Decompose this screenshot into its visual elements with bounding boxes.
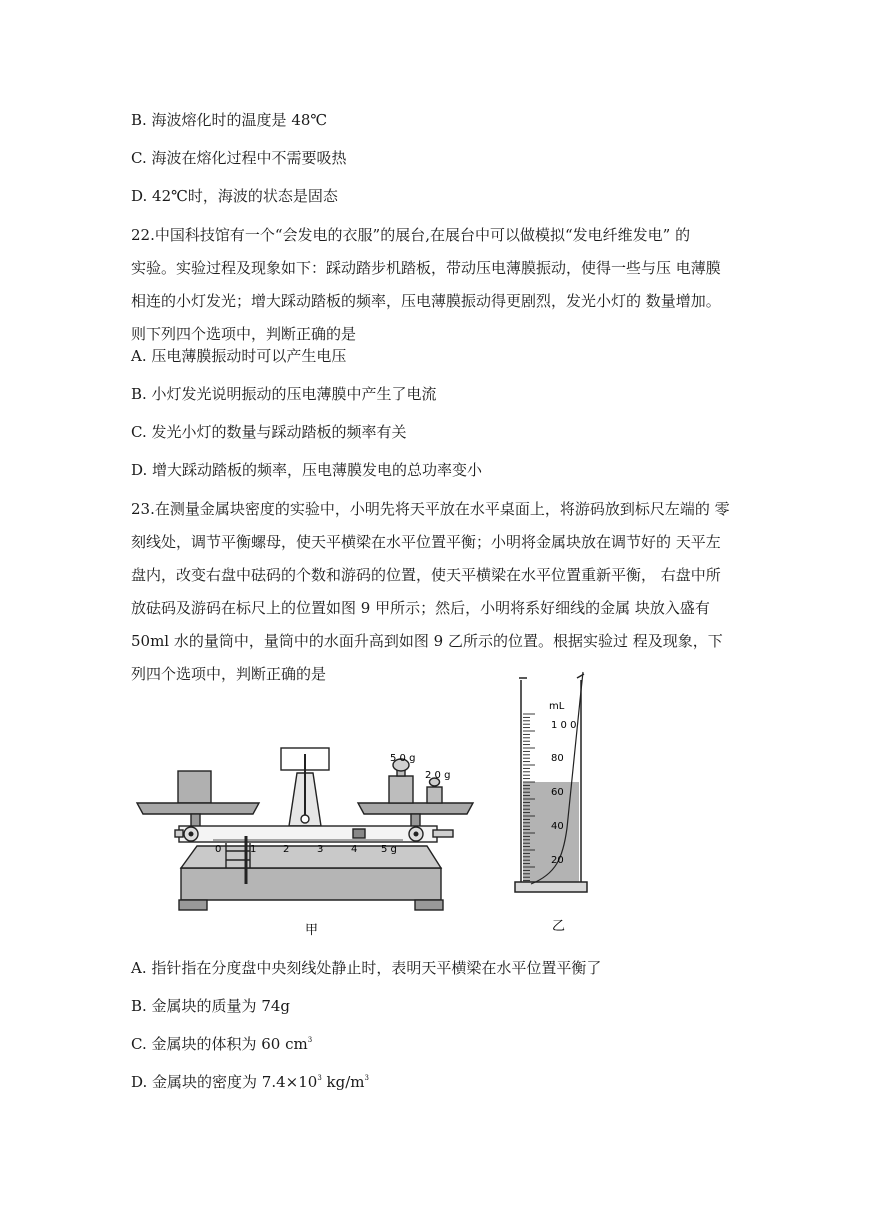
right-pan: [358, 803, 473, 814]
q23-option-d: [131, 1072, 369, 1092]
option-text: C. 金属块的体积为 60 cm: [131, 1035, 308, 1053]
q21-option-b: B. 海波熔化时的温度是 48℃: [131, 111, 328, 129]
figure-9: [131, 668, 731, 940]
q23-stem-line: 列四个选项中，判断正确的是: [131, 665, 327, 683]
adjust-knob-left-center: [189, 832, 194, 837]
pivot: [301, 815, 309, 823]
scale-tick: 3: [317, 844, 324, 855]
balance-caption: 甲: [305, 923, 319, 938]
balance-foot-right: [415, 900, 443, 910]
balance-nut-left: [175, 830, 183, 837]
cylinder-base: [515, 882, 587, 892]
scale-tick: 2: [283, 844, 290, 855]
rider: [353, 829, 365, 838]
cylinder-tick-label: 20: [551, 855, 564, 866]
weight-20g-label: 2 0 g: [425, 770, 451, 781]
q22-option-b: B. 小灯发光说明振动的压电薄膜中产生了电流: [131, 385, 437, 403]
q22-stem: [131, 219, 741, 351]
q23-stem-line: 50ml 水的量筒中，量筒中的水面升高到如图 9 乙所示的位置。根据实验过 程及现象，下: [131, 632, 723, 650]
q23-stem: [131, 493, 741, 691]
balance-beam: [179, 826, 437, 842]
balance-nut-right: [433, 830, 453, 837]
weight-20g-body: [427, 787, 442, 803]
cylinder-tick-label: 80: [551, 753, 564, 764]
balance: [137, 748, 473, 910]
cylinder-tick-label: 60: [551, 787, 564, 798]
q23-option-b: B. 金属块的质量为 74g: [131, 997, 291, 1015]
metal-block: [178, 771, 211, 803]
superscript: 3: [317, 1074, 322, 1082]
superscript: 3: [307, 1036, 313, 1044]
balance-base: [181, 868, 441, 900]
cylinder-unit: mL: [549, 701, 565, 712]
balance-foot-left: [179, 900, 207, 910]
cylinder-spout: [519, 674, 584, 678]
cylinder-tick-label: 40: [551, 821, 564, 832]
q23-stem-line: 放砝码及游码在标尺上的位置如图 9 甲所示；然后，小明将系好细线的金属 块放入盛有: [131, 599, 710, 617]
weight-50g-body: [389, 776, 413, 803]
q21-option-c: C. 海波在熔化过程中不需要吸热: [131, 149, 347, 167]
scale-tick: 5 g: [381, 844, 397, 855]
cylinder-tick-label: 1 0 0: [551, 720, 577, 731]
q23-stem-line: 盘内，改变右盘中砝码的个数和游码的位置，使天平横梁在水平位置重新平衡， 右盘中所: [131, 566, 721, 584]
q22-stem-line: 则下列四个选项中，判断正确的是: [131, 325, 357, 343]
scale-tick: 4: [351, 844, 358, 855]
q22-option-d: D. 增大踩动踏板的频率，压电薄膜发电的总功率变小: [131, 461, 483, 479]
scale-tick: 1: [250, 844, 257, 855]
q22-stem-line: 相连的小灯发光；增大踩动踏板的频率，压电薄膜振动得更剧烈，发光小灯的 数量增加。: [131, 292, 721, 310]
q23-stem-line: 刻线处，调节平衡螺母，使天平横梁在水平位置平衡；小明将金属块放在调节好的 天平左: [131, 533, 721, 551]
q23-option-c: [131, 1034, 312, 1054]
adjust-knob-right-center: [414, 832, 419, 837]
weight-50g-label: 5 0 g: [390, 753, 416, 764]
left-pan: [137, 803, 259, 814]
cylinder-caption: 乙: [552, 919, 566, 934]
option-text: D. 金属块的密度为 7.4×10: [131, 1073, 318, 1091]
q22-stem-line: 实验。实验过程及现象如下：踩动踏步机踏板，带动压电薄膜振动，使得一些与压 电薄膜: [131, 259, 721, 277]
q22-option-a: A. 压电薄膜振动时可以产生电压: [131, 347, 347, 365]
q23-stem-line: 23.在测量金属块密度的实验中，小明先将天平放在水平桌面上，将游码放到标尺左端的 零: [131, 500, 730, 518]
q22-option-c: C. 发光小灯的数量与踩动踏板的频率有关: [131, 423, 407, 441]
q21-option-d: D. 42℃时，海波的状态是固态: [131, 187, 338, 205]
superscript: 3: [364, 1074, 369, 1082]
scale-tick: 0: [215, 844, 222, 855]
q22-stem-line: 22.中国科技馆有一个“会发电的衣服”的展台,在展台中可以做模拟“发电纤维发电” 的: [131, 226, 691, 244]
option-unit: kg/m: [321, 1073, 365, 1091]
q23-option-a: A. 指针指在分度盘中央刻线处静止时，表明天平横梁在水平位置平衡了: [131, 959, 602, 977]
